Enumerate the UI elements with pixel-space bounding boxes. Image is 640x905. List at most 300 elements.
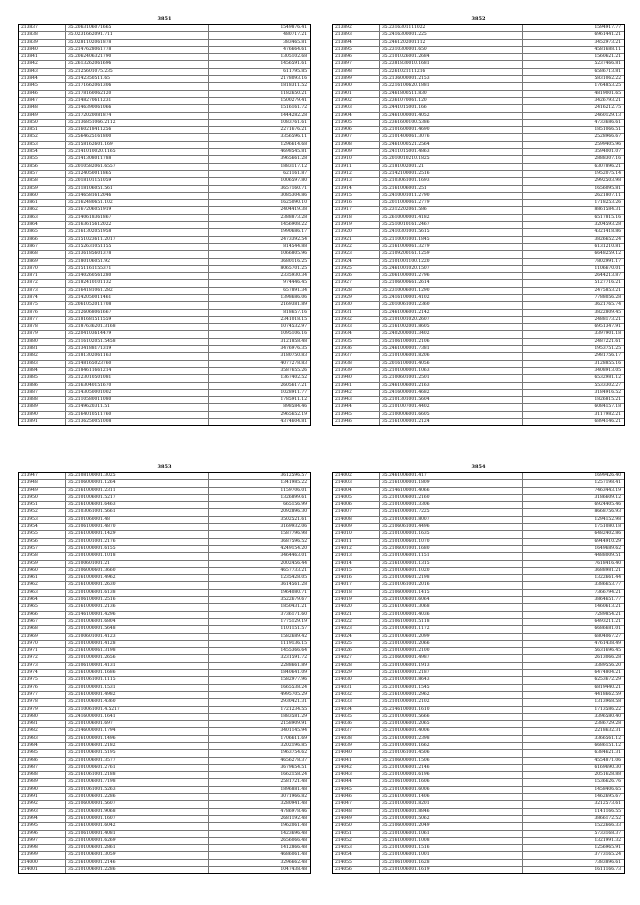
table-row	[333, 105, 624, 112]
table-panel-3	[18, 462, 311, 874]
table-row	[333, 302, 624, 309]
table-row	[19, 40, 310, 47]
cell-code: 35.2167206051919	[66, 207, 209, 213]
cell-code: 35.2101000601.2198	[380, 575, 523, 581]
cell-id: 214014	[333, 561, 380, 567]
cell-id: 214015	[333, 568, 380, 574]
cell-id: 213950	[19, 495, 66, 501]
table-row	[19, 823, 310, 830]
table-row	[333, 677, 624, 684]
cell-id: 213907	[333, 134, 380, 140]
cell-value: 898584.46	[283, 404, 307, 410]
cell-code: 35.2061052011708	[66, 302, 209, 308]
cell-value: 3085304.86	[280, 192, 307, 198]
table-row	[19, 404, 310, 411]
cell-code: 35.2063106071665	[66, 25, 209, 31]
cell-code: 35.2109200161.1259	[380, 251, 523, 257]
cell-value: 2888307.16	[594, 156, 621, 162]
table-row	[19, 655, 310, 662]
table-row	[19, 383, 310, 390]
cell-id: 214005	[333, 495, 380, 501]
cell-code: 35.2101006001.2286	[66, 867, 209, 873]
cell-value: 1256965.91	[594, 845, 621, 851]
cell-value: 2613066.28	[594, 655, 621, 661]
cell-value: 7366794.21	[594, 589, 621, 595]
table-row	[19, 714, 310, 721]
table-row	[333, 237, 624, 244]
cell-code: 35.2149620311.51	[66, 404, 209, 410]
cell-value: 621161.87	[283, 170, 307, 176]
cell-code: 35.2106100001.2516	[66, 597, 209, 603]
table-row	[19, 259, 310, 266]
panel-title: 3852	[471, 16, 486, 22]
cell-id: 213906	[333, 127, 380, 133]
table-row	[333, 331, 624, 338]
cell-id: 213872	[19, 280, 66, 286]
cell-id: 213846	[19, 91, 66, 97]
cell-value: 2051628.88	[594, 772, 621, 778]
cell-value: 3396580.40	[594, 713, 621, 719]
cell-value: 3594001.07	[594, 149, 621, 155]
cell-code: 35.2101001020.2607	[380, 317, 523, 323]
table-row	[333, 634, 624, 641]
cell-value: 4733686.61	[594, 119, 621, 125]
cell-id: 213969	[19, 634, 66, 640]
cell-value: 4786978.46	[280, 808, 307, 814]
cell-value: 2965652.19	[280, 411, 307, 417]
cell-id: 214032	[333, 692, 380, 698]
cell-code: 35.2142050011461	[66, 295, 209, 301]
cell-value: 3231591.72	[280, 655, 307, 661]
table-row	[19, 266, 310, 273]
table-row	[333, 171, 624, 178]
table-row	[333, 831, 624, 838]
table-row	[19, 750, 310, 757]
cell-code: 35.2101000001.5062	[380, 816, 523, 822]
cell-id: 213936	[333, 346, 380, 352]
table-row	[333, 134, 624, 141]
cell-id: 213944	[333, 404, 380, 410]
table-row	[333, 758, 624, 765]
cell-value: 3389556.20	[594, 662, 621, 668]
cell-code: 35.2411015001.4863	[380, 149, 523, 155]
cell-value: 2158909.91	[280, 721, 307, 727]
cell-code: 35.2140260561280	[66, 273, 209, 279]
cell-code: 35.2101000001.1063	[380, 368, 523, 374]
cell-value: 1840641.09	[280, 670, 307, 676]
cell-id: 213955	[19, 531, 66, 537]
cell-value: 3452973.21	[594, 39, 621, 45]
table-row	[19, 480, 310, 487]
table-row	[333, 339, 624, 346]
cell-value: 2288661.89	[280, 662, 307, 668]
cell-code: 35.2161000001.1607	[66, 816, 209, 822]
cell-value: 3736171.60	[280, 611, 307, 617]
cell-id: 213989	[19, 779, 66, 785]
cell-value: 1611166.73	[594, 867, 621, 873]
cell-id: 214050	[333, 823, 380, 829]
cell-id: 213995	[19, 823, 66, 829]
table-row	[19, 149, 310, 156]
cell-value: 1594917.77	[594, 25, 621, 30]
cell-id: 213982	[19, 728, 66, 734]
cell-value: 1785911.12	[280, 397, 307, 403]
cell-code: 35.2142100001.2516	[380, 171, 523, 177]
table-row	[19, 353, 310, 360]
table-row	[19, 509, 310, 516]
cell-code: 35.2161000001.2630	[66, 582, 209, 588]
table-row	[333, 61, 624, 68]
table-row	[19, 561, 310, 568]
cell-code: 35.2101006001.1061	[380, 831, 523, 837]
cell-value: 3180750.83	[280, 353, 307, 359]
cell-code: 35.2101006001.8007	[380, 517, 523, 523]
cell-code: 35.2163615612022	[66, 222, 209, 228]
cell-code: 35.2062406321790	[66, 54, 209, 60]
cell-code: 35.2101000001.3306	[380, 502, 523, 508]
cell-code: 35.2152631051155	[66, 244, 209, 250]
cell-value: 3169932.06	[280, 524, 307, 530]
cell-value: 476664.61	[283, 46, 307, 52]
cell-value: 611795.85	[283, 68, 307, 74]
table-row	[333, 816, 624, 823]
table-row	[19, 280, 310, 287]
cell-code: 35.2161000001.2962	[380, 692, 523, 698]
cell-id: 214056	[333, 867, 380, 873]
cell-id: 213876	[19, 310, 66, 316]
cell-code: 35.2312202061.586	[380, 207, 523, 213]
table-row	[19, 288, 310, 295]
cell-value: 1321991.32	[594, 837, 621, 843]
cell-id: 213857	[19, 171, 66, 177]
cell-id: 213897	[333, 61, 380, 67]
cell-id: 213888	[19, 397, 66, 403]
cell-id: 213837	[19, 25, 66, 31]
cell-code: 35.2310006001.1290	[380, 288, 523, 294]
cell-value: 3397901.18	[594, 331, 621, 337]
table-row	[333, 546, 624, 553]
cell-code: 35.2161000001.1809	[380, 480, 523, 486]
cell-code: 35.2136250051008	[66, 419, 209, 425]
cell-value: 1953751.25	[594, 346, 621, 352]
cell-value: 1662158.24	[280, 772, 307, 778]
table-row	[19, 390, 310, 397]
panel-title: 3854	[471, 464, 486, 470]
cell-value: 1851066.51	[594, 127, 621, 133]
cell-id: 213910	[333, 156, 380, 162]
cell-code: 35.2108100001.3025	[66, 473, 209, 479]
cell-id: 213904	[333, 113, 380, 119]
cell-id: 213918	[333, 215, 380, 221]
cell-id: 213847	[19, 98, 66, 104]
cell-code: 35.2161302051958	[66, 229, 209, 235]
cell-code: 35.2100006001.6605	[380, 412, 523, 418]
cell-id: 213985	[19, 750, 66, 756]
cell-id: 214017	[333, 582, 380, 588]
table-row	[333, 266, 624, 273]
cell-value: 1341985.22	[280, 480, 307, 486]
table-row	[333, 149, 624, 156]
cell-value: 3822809.45	[594, 309, 621, 315]
cell-code: 35.2416000001.4682	[380, 390, 523, 396]
cell-code: 35.2101006001.2286	[66, 794, 209, 800]
table-row	[19, 156, 310, 163]
cell-id: 214028	[333, 663, 380, 669]
table-row	[333, 142, 624, 149]
table-row	[19, 692, 310, 699]
table-row	[19, 368, 310, 375]
table-row	[333, 663, 624, 670]
cell-value: 383465.81	[283, 39, 307, 45]
cell-id: 213845	[19, 83, 66, 89]
table-row	[19, 597, 310, 604]
table-row	[19, 251, 310, 258]
cell-id: 213947	[19, 473, 66, 479]
cell-value: 6819440.21	[594, 684, 621, 690]
cell-value: 6804067.27	[594, 633, 621, 639]
cell-id: 213926	[333, 273, 380, 279]
cell-id: 213953	[19, 517, 66, 523]
cell-id: 213966	[19, 612, 66, 618]
cell-value: 814544.88	[283, 243, 307, 249]
table-row	[19, 736, 310, 743]
cell-value: 1294152.98	[594, 516, 621, 522]
cell-value: 1500279.41	[280, 97, 307, 103]
cell-code: 35.2101000001.8201	[380, 801, 523, 807]
table-row	[333, 794, 624, 801]
cell-value: 1141166.55	[594, 808, 621, 814]
table-row	[333, 244, 624, 251]
table-row	[333, 83, 624, 90]
cell-id: 213839	[19, 40, 66, 46]
cell-id: 213929	[333, 295, 380, 301]
table-row	[333, 120, 624, 127]
cell-code: 35.2461006001.417	[380, 473, 523, 479]
cell-value: 1159706.01	[280, 487, 307, 493]
cell-value: 4249154.20	[280, 545, 307, 551]
cell-value: 1460613.21	[594, 604, 621, 610]
cell-value: 3476976.35	[280, 346, 307, 352]
cell-id: 213885	[19, 375, 66, 381]
cell-code: 35.2161006001.1686	[66, 670, 209, 676]
cell-code: 35.2126068061667	[66, 310, 209, 316]
cell-id: 214036	[333, 721, 380, 727]
cell-value: 1106670.01	[594, 265, 621, 271]
table-row	[333, 229, 624, 236]
cell-value: 6532981.12	[594, 375, 621, 381]
cell-value: 4374604.81	[280, 419, 307, 425]
cell-code: 35.2125601075.235	[66, 69, 209, 75]
cell-id: 213917	[333, 207, 380, 213]
table-row	[333, 207, 624, 214]
cell-id: 213935	[333, 339, 380, 345]
cell-id: 214009	[333, 524, 380, 530]
cell-id: 213882	[19, 353, 66, 359]
cell-id: 213942	[333, 390, 380, 396]
cell-code: 35.2163040151670	[66, 383, 209, 389]
cell-value: 2992503.98	[594, 178, 621, 184]
cell-code: 35.2118106051.561	[66, 186, 209, 192]
cell-code: 35.2181302061163	[66, 353, 209, 359]
cell-value: 6474804.21	[594, 670, 621, 676]
cell-code: 35.2461006001.2163	[380, 383, 523, 389]
cell-id: 214021	[333, 612, 380, 618]
cell-value: 4657733.21	[280, 567, 307, 573]
table-row	[19, 120, 310, 127]
cell-value: 2487221.61	[594, 338, 621, 344]
table-row	[19, 568, 310, 575]
cell-code: 35.2161000001.6042	[66, 823, 209, 829]
table-row	[19, 524, 310, 531]
cell-id: 213962	[19, 582, 66, 588]
cell-value: 3464463.01	[280, 553, 307, 559]
cell-value: 3612596.57	[280, 473, 307, 478]
cell-code: 35.2134188171319	[66, 346, 209, 352]
cell-code: 35.2101006001.5217	[66, 495, 209, 501]
cell-value: 4077278.83	[280, 360, 307, 366]
table-row	[19, 553, 310, 560]
cell-id: 213913	[333, 178, 380, 184]
cell-code: 35.2161000001.2311	[66, 488, 209, 494]
table-row	[333, 561, 624, 568]
cell-value: 3366561.12	[594, 735, 621, 741]
table-row	[333, 743, 624, 750]
cell-code: 35.2101006001.1172	[380, 626, 523, 632]
cell-id: 213892	[333, 25, 380, 31]
table-row	[333, 40, 624, 47]
cell-id: 213853	[19, 142, 66, 148]
table-row	[19, 721, 310, 728]
table-row	[333, 164, 624, 171]
table-row	[333, 273, 624, 280]
cell-value: 1047438.48	[280, 867, 307, 873]
cell-value: 3121858.48	[280, 338, 307, 344]
cell-value: 6686151.12	[594, 742, 621, 748]
cell-code: 35.2101006001.1001	[380, 852, 523, 858]
cell-id: 214026	[333, 648, 380, 654]
cell-value: 1964080.71	[280, 589, 307, 595]
cell-value: 1656095.81	[594, 185, 621, 191]
cell-id: 213899	[333, 76, 380, 82]
cell-value: 1818311.52	[280, 83, 307, 89]
cell-code: 35.2010010210.1825	[380, 156, 523, 162]
cell-value: 2169381.89	[280, 302, 307, 308]
cell-code: 35.2106000001.2049	[380, 823, 523, 829]
cell-id: 213980	[19, 714, 66, 720]
cell-value: 5631696.45	[594, 648, 621, 654]
cell-id: 213898	[333, 69, 380, 75]
table-row	[333, 222, 624, 229]
cell-code: 35.2106000001.5607	[66, 801, 209, 807]
table-row	[333, 655, 624, 662]
cell-value: 1305102.68	[280, 54, 307, 60]
table-row	[19, 331, 310, 338]
cell-code: 35.2103061001.1693	[380, 178, 523, 184]
cell-code: 35.2142350511.65	[66, 76, 209, 82]
table-row	[19, 412, 310, 419]
cell-value: 6924405.46	[594, 502, 621, 508]
cell-value: 2218632.31	[594, 728, 621, 734]
cell-code: 35.2161000001.1008	[380, 838, 523, 844]
cell-value: 4761438.49	[594, 640, 621, 646]
cell-code: 35.2106061001.4496	[380, 524, 523, 530]
cell-code: 35.2101006001.2182	[66, 743, 209, 749]
cell-value: 6131210.81	[594, 243, 621, 249]
cell-value: 1582977.96	[280, 677, 307, 683]
cell-value: 3621765.74	[594, 302, 621, 308]
cell-id: 213977	[19, 692, 66, 698]
cell-id: 213972	[19, 655, 66, 661]
cell-code: 35.2101001001.2176	[66, 539, 209, 545]
table-row	[333, 259, 624, 266]
table-row	[19, 539, 310, 546]
cell-id: 213996	[19, 831, 66, 837]
cell-code: 35.2011000061.2779	[380, 200, 523, 206]
cell-id: 213983	[19, 736, 66, 742]
cell-value: 3071966.82	[280, 794, 307, 800]
cell-code: 35.2141308011788	[66, 156, 209, 162]
table-row	[333, 98, 624, 105]
table-row	[333, 721, 624, 728]
cell-id: 213931	[333, 310, 380, 316]
cell-id: 213971	[19, 648, 66, 654]
cell-code: 35.2101006001.4006	[380, 728, 523, 734]
cell-value: 3204593.28	[594, 222, 621, 228]
cell-code: 35.2161000001.2136	[66, 604, 209, 610]
cell-code: 35.2100601001.4123	[66, 634, 209, 640]
table-row	[333, 809, 624, 816]
cell-id: 213855	[19, 156, 66, 162]
cell-id: 213992	[19, 801, 66, 807]
cell-value: 3184916.52	[594, 389, 621, 395]
table-row	[333, 838, 624, 845]
table-row	[333, 772, 624, 779]
cell-code: 35.2101006001.2160	[380, 495, 523, 501]
cell-id: 213842	[19, 61, 66, 67]
cell-code: 35.2160218411256	[66, 127, 209, 133]
data-table	[18, 472, 311, 874]
cell-id: 213875	[19, 302, 66, 308]
cell-code: 35.2416000001.1641	[66, 714, 209, 720]
cell-value: 6961441.21	[594, 32, 621, 38]
table-row	[333, 419, 624, 425]
cell-value: 3356596.11	[280, 134, 307, 140]
cell-id: 213967	[19, 619, 66, 625]
cell-code: 35.2010061001.2360	[380, 302, 523, 308]
cell-id: 214019	[333, 597, 380, 603]
cell-code: 35.2402000001.3402	[380, 331, 523, 337]
cell-code: 35.2101006001.6804	[66, 619, 209, 625]
table-row	[333, 539, 624, 546]
cell-id: 213849	[19, 113, 66, 119]
cell-code: 35.2161000001.1315	[380, 561, 523, 567]
cell-code: 35.2101006001.5195	[66, 750, 209, 756]
cell-code: 35.2100601001.2501	[380, 375, 523, 381]
table-row	[333, 280, 624, 287]
cell-value: 5533302.27	[594, 382, 621, 388]
table-row	[333, 714, 624, 721]
table-row	[19, 215, 310, 222]
cell-value: 1665538.24	[280, 684, 307, 690]
cell-id: 213924	[333, 259, 380, 265]
cell-value: 6253672.29	[594, 677, 621, 683]
cell-code: 35.2101006001.1913	[380, 663, 523, 669]
cell-code: 35.2101000001.5666	[380, 714, 523, 720]
cell-id: 213862	[19, 207, 66, 213]
table-row	[333, 375, 624, 382]
cell-value: 4581688.11	[594, 46, 621, 52]
cell-code: 35.2101006001.1545	[380, 685, 523, 691]
